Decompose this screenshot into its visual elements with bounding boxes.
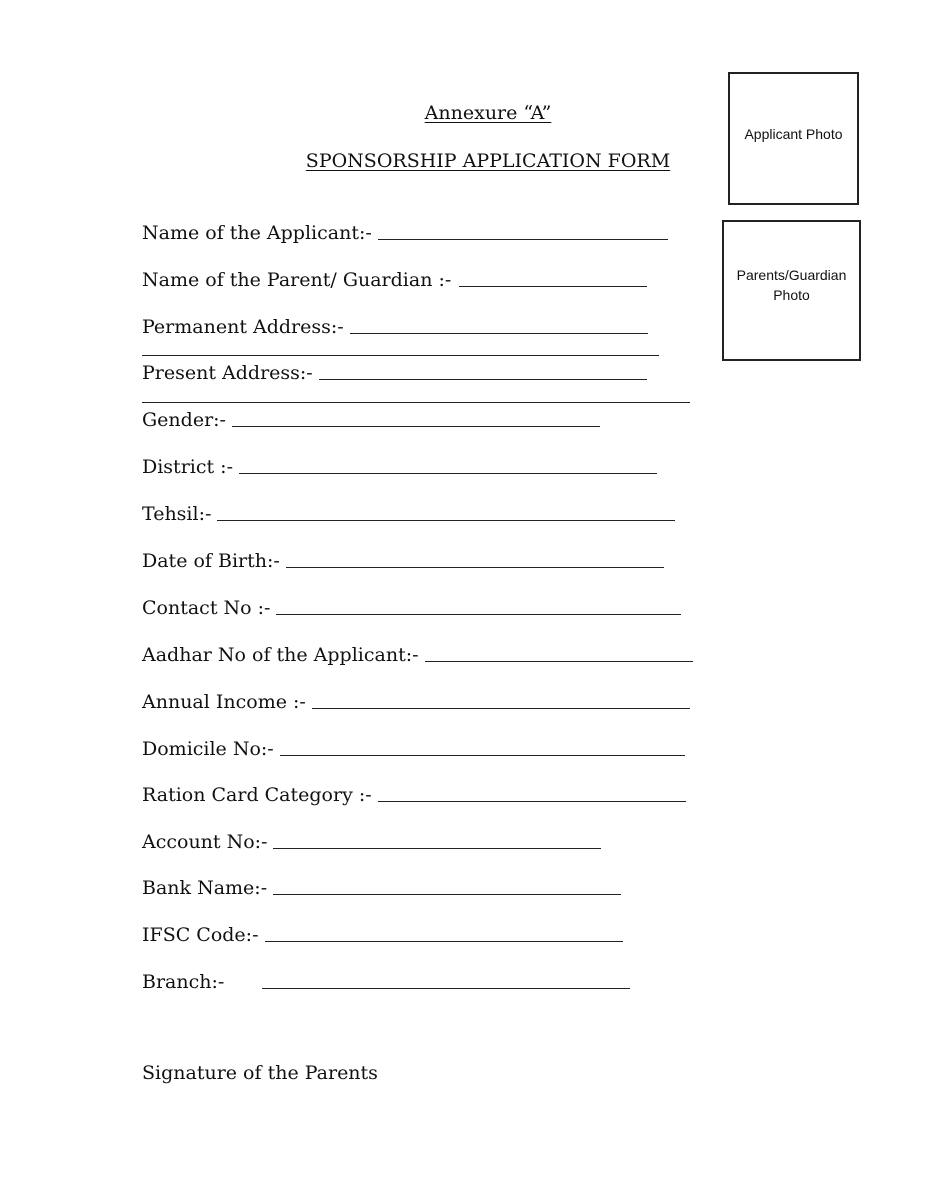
- field-label: Annual Income :-: [142, 691, 306, 713]
- field-label: Account No:-: [142, 831, 268, 853]
- field-label: Name of the Parent/ Guardian :-: [142, 269, 452, 291]
- guardian-photo-box: [722, 220, 861, 361]
- annual-income-blank[interactable]: [312, 708, 690, 709]
- parent-signature-label: Signature of the Parents: [142, 1062, 378, 1084]
- aadhar-no-blank[interactable]: [425, 661, 693, 662]
- ifsc-code-blank[interactable]: [265, 941, 623, 942]
- date-of-birth-blank[interactable]: [286, 567, 664, 568]
- field-ration-card-category: [142, 780, 686, 806]
- domicile-no-blank[interactable]: [280, 755, 685, 756]
- field-date-of-birth: [142, 546, 664, 572]
- applicant-photo-label: Applicant Photo: [744, 126, 843, 142]
- field-label: Present Address:-: [142, 362, 313, 384]
- field-label: District :-: [142, 456, 233, 478]
- field-label: Date of Birth:-: [142, 550, 280, 572]
- gender-blank[interactable]: [232, 426, 600, 427]
- field-label: Tehsil:-: [142, 503, 212, 525]
- field-label: Contact No :-: [142, 597, 271, 619]
- field-account-no: [142, 827, 601, 853]
- field-bank-name: [142, 873, 621, 899]
- field-ifsc-code: [142, 920, 623, 946]
- field-present-address: [142, 358, 647, 384]
- field-gender: [142, 405, 600, 431]
- district-blank[interactable]: [239, 473, 657, 474]
- field-contact-no: [142, 593, 681, 619]
- tehsil-blank[interactable]: [217, 520, 675, 521]
- field-branch: [142, 967, 630, 993]
- field-annual-income: [142, 687, 690, 713]
- present-address-blank[interactable]: [319, 379, 647, 380]
- permanent-address-blank[interactable]: [350, 333, 648, 334]
- field-label: Ration Card Category :-: [142, 784, 372, 806]
- ration-card-category-blank[interactable]: [378, 801, 686, 802]
- bank-name-blank[interactable]: [273, 894, 621, 895]
- permanent-address-blank-line-2[interactable]: [142, 355, 659, 356]
- field-aadhar-no: [142, 640, 693, 666]
- field-label: Domicile No:-: [142, 738, 274, 760]
- guardian-name-blank[interactable]: [459, 286, 647, 287]
- field-label: Aadhar No of the Applicant:-: [142, 644, 419, 666]
- field-label: Permanent Address:-: [142, 316, 344, 338]
- field-label: IFSC Code:-: [142, 924, 259, 946]
- contact-no-blank[interactable]: [276, 614, 681, 615]
- applicant-photo-box: [728, 72, 859, 205]
- field-label: Branch:-: [142, 971, 225, 993]
- account-no-blank[interactable]: [273, 848, 601, 849]
- field-applicant-name: [142, 218, 668, 244]
- applicant-name-blank[interactable]: [378, 239, 668, 240]
- form-title: SPONSORSHIP APPLICATION FORM: [305, 150, 671, 172]
- branch-blank[interactable]: [262, 988, 630, 989]
- field-permanent-address: [142, 312, 648, 338]
- annexure-heading: Annexure “A”: [424, 102, 552, 124]
- present-address-blank-line-2[interactable]: [142, 402, 690, 403]
- field-domicile-no: [142, 734, 685, 760]
- field-guardian-name: [142, 265, 647, 291]
- field-label: Gender:-: [142, 409, 226, 431]
- field-tehsil: [142, 499, 675, 525]
- guardian-photo-label: Parents/Guardian Photo: [736, 267, 847, 303]
- field-district: [142, 452, 657, 478]
- field-label: Bank Name:-: [142, 877, 268, 899]
- field-label: Name of the Applicant:-: [142, 222, 372, 244]
